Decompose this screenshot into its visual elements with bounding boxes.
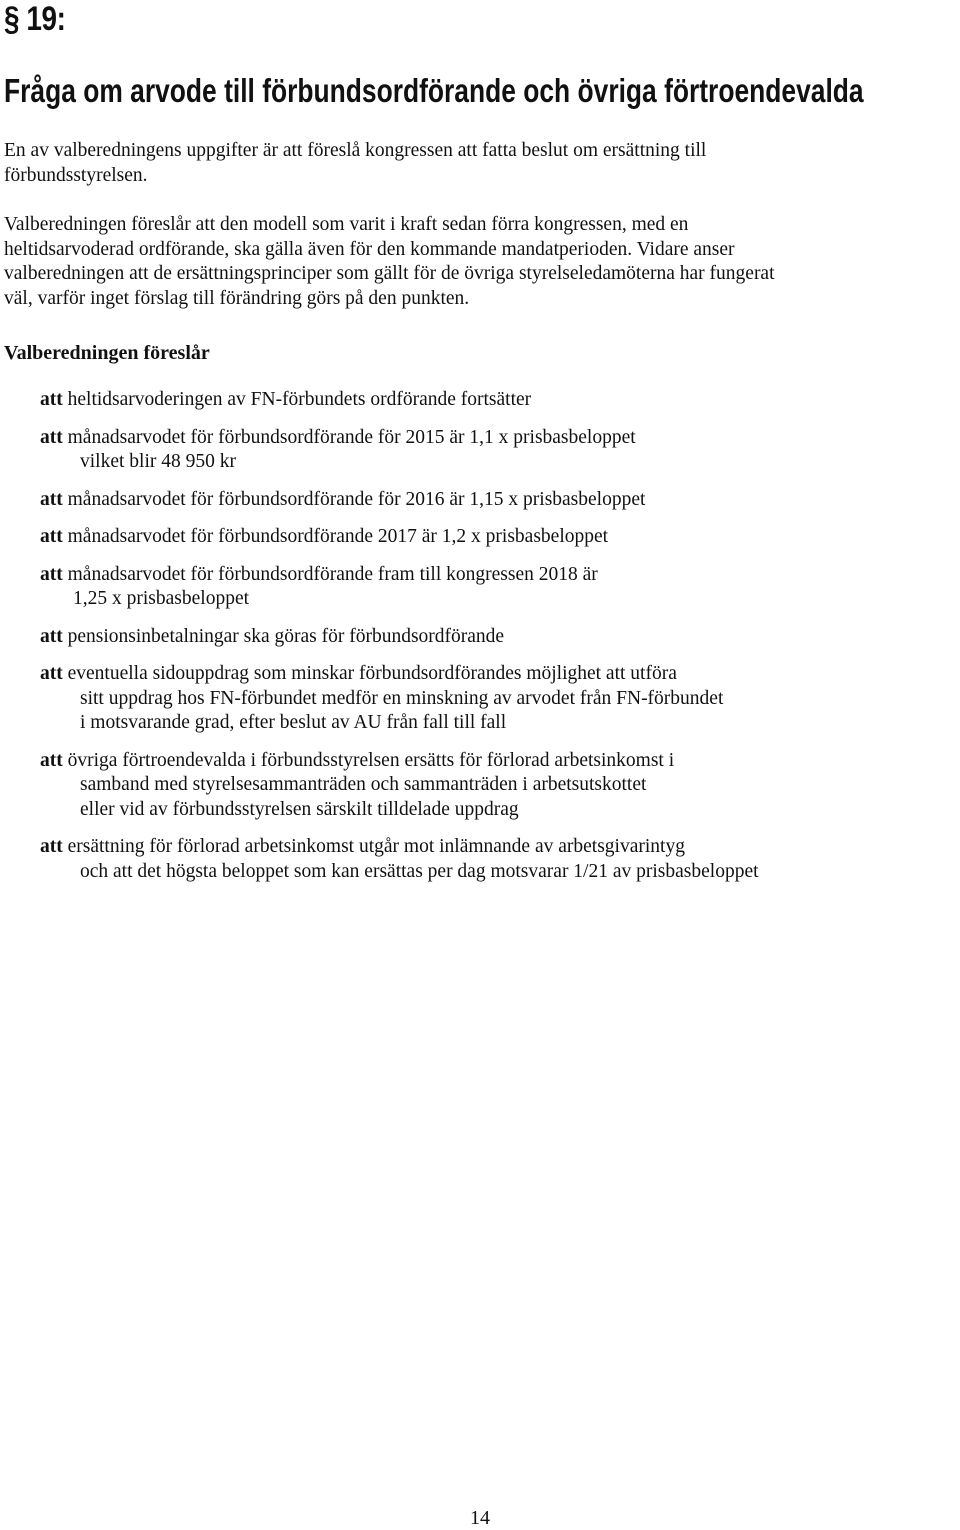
proposal-item: [40, 625, 940, 650]
section-number: § 19:: [4, 0, 66, 38]
proposal-continuation: 1,25 x prisbasbeloppet: [73, 588, 250, 609]
proposal-first-line: [40, 388, 940, 413]
proposal-continuation: samband med styrelsesammanträden och sammanträden i arbetsutskottet: [80, 774, 647, 795]
proposal-keyword: att: [40, 663, 63, 684]
proposal-text: månadsarvodet för förbundsordförande fram till kongressen 2018 är: [62, 563, 598, 585]
proposal-text: månadsarvodet för förbundsordförande för 2015 är 1,1 x prisbasbeloppet: [62, 426, 636, 448]
proposal-text: pensionsinbetalningar ska göras för förbundsordförande: [62, 625, 505, 647]
proposal-item: [40, 388, 940, 413]
proposal-first-line: [40, 525, 940, 550]
proposal-first-line: [40, 625, 940, 650]
proposal-continuation: sitt uppdrag hos FN-förbundet medför en minskning av arvodet från FN-förbundet: [80, 687, 724, 709]
proposal-keyword: att: [40, 389, 63, 410]
proposal-first-line: [40, 426, 940, 451]
paragraph-line: En av valberedningens uppgifter är att föreslå kongressen att fatta beslut om ersättning till: [4, 140, 707, 161]
paragraph-line: väl, varför inget förslag till förändring görs på den punkten.: [4, 287, 470, 309]
proposal-continuation: i motsvarande grad, efter beslut av AU från fall till fall: [80, 712, 507, 733]
proposal-keyword: att: [40, 625, 63, 647]
proposal-heading: Valberedningen föreslår: [4, 342, 210, 364]
proposal-first-line: [40, 749, 940, 774]
proposal-first-line: [40, 662, 940, 687]
proposal-continuation: eller vid av förbundsstyrelsen särskilt tilldelade uppdrag: [80, 798, 519, 820]
proposal-continuation: och att det högsta beloppet som kan ersättas per dag motsvarar 1/21 av prisbasbeloppet: [80, 860, 759, 882]
proposal-continuation: vilket blir 48 950 kr: [80, 451, 236, 472]
proposal-text: eventuella sidouppdrag som minskar förbundsordförandes möjlighet att utföra: [62, 663, 677, 684]
proposal-text: månadsarvodet för förbundsordförande för 2016 är 1,15 x prisbasbeloppet: [62, 488, 646, 510]
document-title: Fråga om arvode till förbundsordförande och övriga förtroendevalda: [4, 72, 864, 109]
model-paragraph: [4, 213, 954, 311]
proposal-item: [40, 662, 940, 736]
proposal-item: [40, 426, 940, 475]
proposal-keyword: att: [40, 563, 63, 585]
proposal-text: övriga förtroendevalda i förbundsstyrelsen ersätts för förlorad arbetsinkomst i: [62, 749, 675, 771]
proposal-keyword: att: [40, 526, 63, 547]
page-number: 14: [470, 1507, 490, 1529]
proposal-text: heltidsarvoderingen av FN-förbundets ordförande fortsätter: [62, 389, 532, 410]
proposal-first-line: [40, 563, 940, 588]
proposal-item: [40, 488, 940, 513]
proposal-item: [40, 525, 940, 550]
proposal-first-line: [40, 835, 940, 860]
paragraph-line: Valberedningen föreslår att den modell som varit i kraft sedan förra kongressen, med en: [4, 214, 689, 235]
proposal-text: månadsarvodet för förbundsordförande 2017 är 1,2 x prisbasbeloppet: [62, 526, 609, 547]
proposal-keyword: att: [40, 488, 63, 510]
intro-paragraph: [4, 139, 954, 188]
proposal-text: ersättning för förlorad arbetsinkomst utgår mot inlämnande av arbetsgivarintyg: [62, 836, 685, 857]
paragraph-line: valberedningen att de ersättningsprinciper som gällt för de övriga styrelseledamöterna har fungerat: [4, 263, 775, 284]
proposal-first-line: [40, 488, 940, 513]
proposal-item: [40, 749, 940, 823]
proposal-keyword: att: [40, 836, 63, 857]
paragraph-line: förbundsstyrelsen.: [4, 164, 148, 186]
proposal-keyword: att: [40, 426, 63, 448]
proposal-keyword: att: [40, 749, 63, 771]
paragraph-line: heltidsarvoderad ordförande, ska gälla även för den kommande mandatperioden. Vidare anser: [4, 238, 735, 260]
proposal-item: [40, 563, 940, 612]
proposal-list: [40, 388, 940, 897]
proposal-item: [40, 835, 940, 884]
